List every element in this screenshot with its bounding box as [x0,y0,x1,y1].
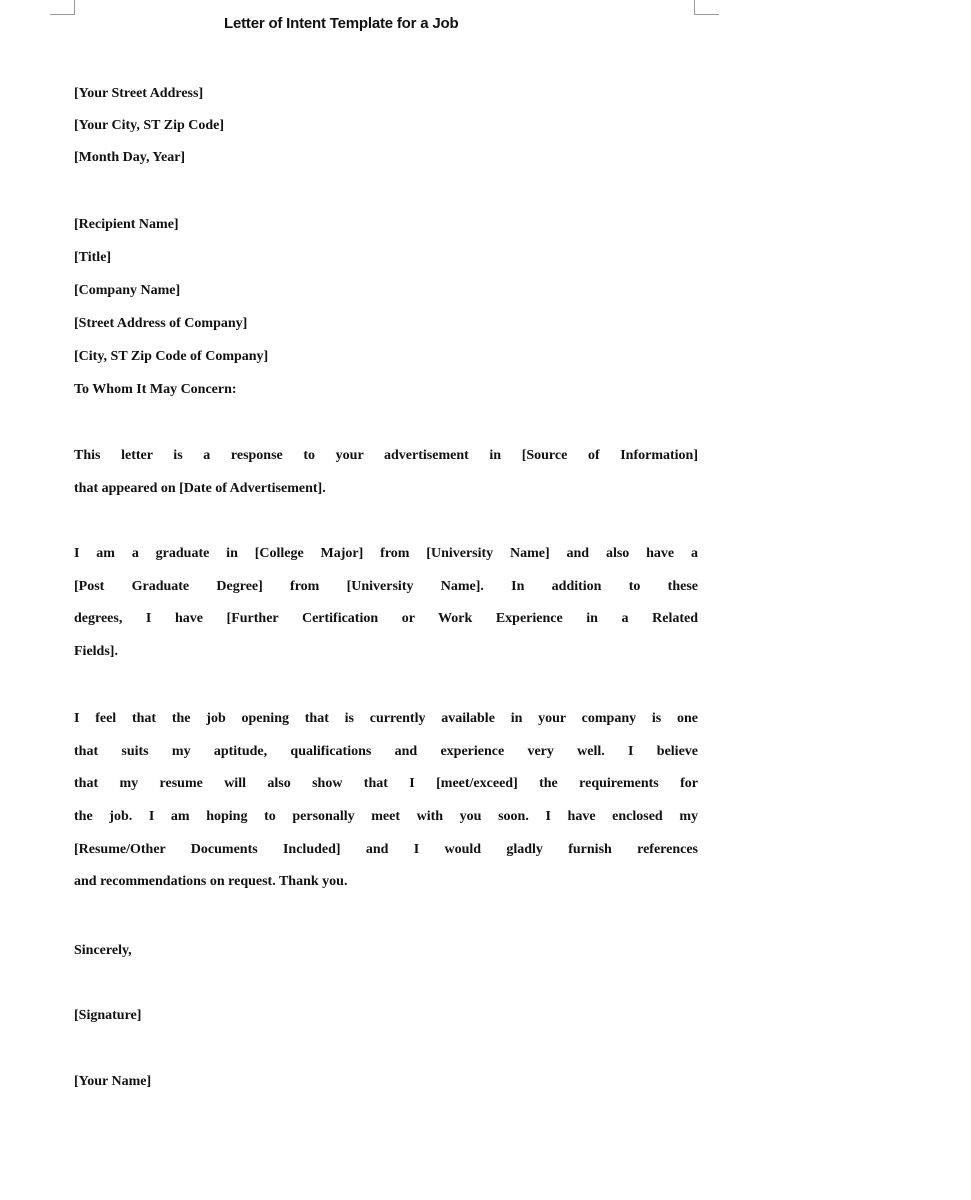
sender-city: [Your City, ST Zip Code] [74,118,225,133]
sender-street: [Your Street Address] [74,86,204,101]
page-corner-mark-left [50,0,75,15]
recipient-city: [City, ST Zip Code of Company] [74,349,269,364]
paragraph-line: I am a graduate in [College Major] from [University Name] and also have a [74,546,698,561]
closing: Sincerely, [74,943,132,958]
paragraph-line: Fields]. [74,644,118,660]
signature-placeholder: [Signature] [74,1008,142,1023]
paragraph-line: that my resume will also show that I [meet/exceed] the requirements for [74,776,698,792]
salutation: To Whom It May Concern: [74,382,237,397]
recipient-title: [Title] [74,250,112,265]
paragraph-line: [Post Graduate Degree] from [University Name]. In addition to these [74,578,698,594]
recipient-company: [Company Name] [74,283,181,298]
paragraph-line: I feel that the job opening that is currently available in your company is one [74,711,698,726]
paragraph-1 [74,440,698,505]
paragraph-line: that suits my aptitude, qualifications and experience very well. I believe [74,743,698,759]
recipient-street: [Street Address of Company] [74,316,248,331]
paragraph-line: the job. I am hoping to personally meet with you soon. I have enclosed my [74,809,698,825]
letter-date: [Month Day, Year] [74,150,186,165]
paragraph-line: that appeared on [Date of Advertisement]. [74,480,326,496]
paragraph-line: and recommendations on request. Thank you. [74,874,348,890]
document-title: Letter of Intent Template for a Job [224,15,459,32]
paragraph-line: degrees, I have [Further Certification or Work Experience in a Related [74,611,698,627]
page-corner-mark-right [694,0,719,15]
paragraph-line: [Resume/Other Documents Included] and I would gladly furnish references [74,841,698,857]
paragraph-2 [74,538,698,669]
sender-name: [Your Name] [74,1074,152,1089]
paragraph-line: This letter is a response to your advertisement in [Source of Information] [74,448,698,463]
recipient-name: [Recipient Name] [74,217,179,232]
paragraph-3 [74,703,698,899]
